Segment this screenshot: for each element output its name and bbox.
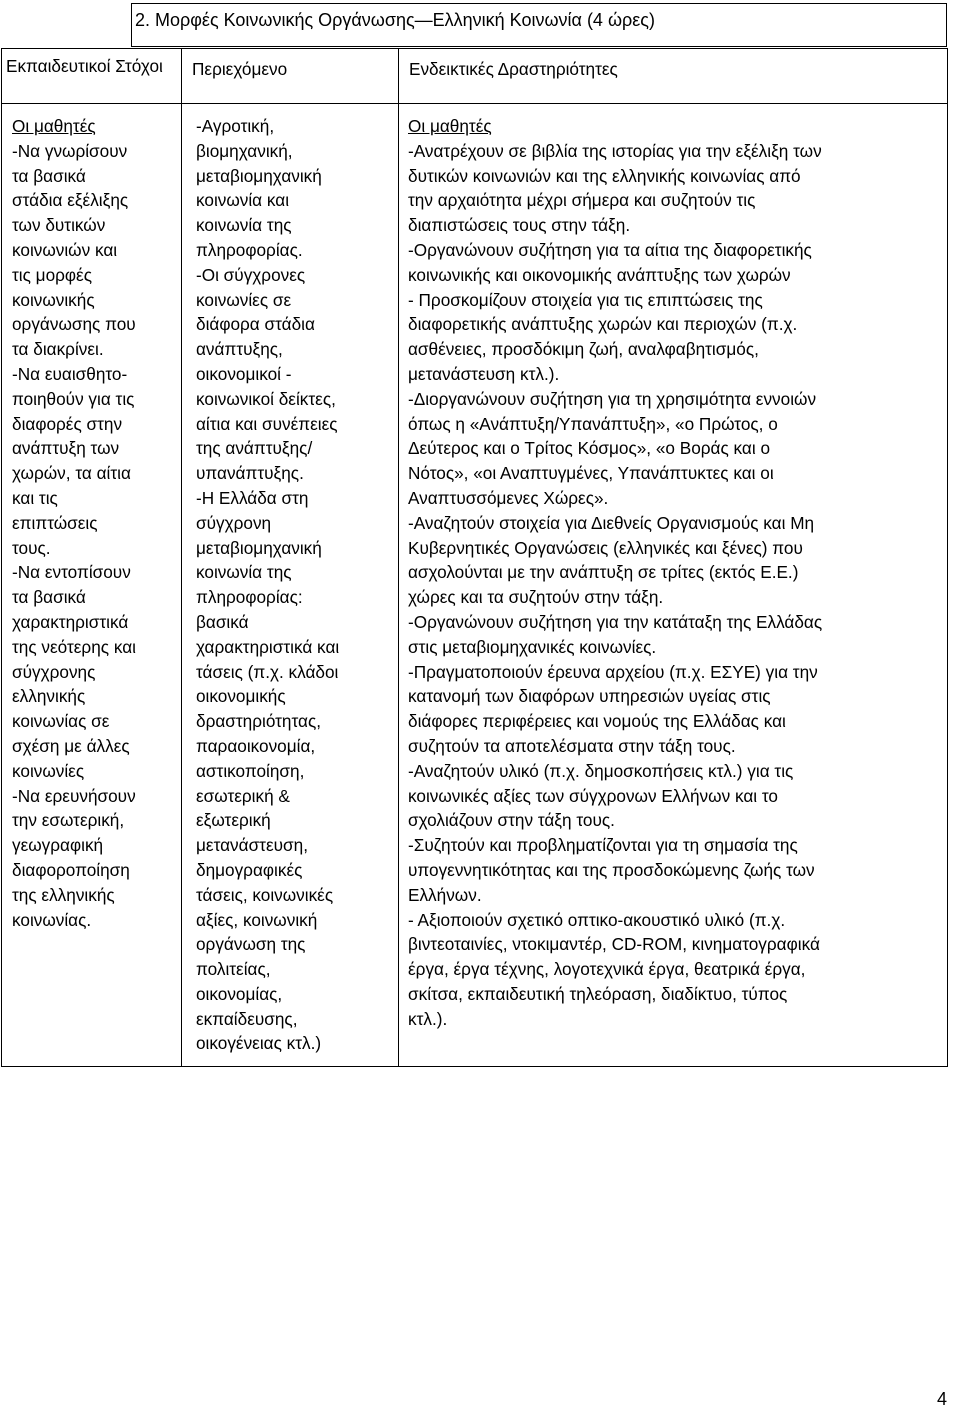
objectives-line: χαρακτηριστικά (12, 611, 129, 632)
content-line: δημογραφικές (196, 859, 303, 880)
activities-line: την αρχαιότητα μέχρι σήμερα και συζητούν τις (408, 190, 756, 211)
objectives-line: κοινωνίες (12, 760, 85, 781)
activities-line: - Αξιοποιούν σχετικό οπτικο-ακουστικό υλικό (π.χ. (408, 909, 786, 930)
content-line: παραοικονομία, (196, 735, 316, 756)
content-cell (182, 104, 399, 1067)
objectives-line: κοινωνίας σε (12, 711, 110, 732)
objectives-line: σχέση με άλλες (12, 735, 130, 756)
objectives-line: -Να γνωρίσουν (12, 140, 128, 161)
content-line: αίτια και συνέπειες (196, 413, 338, 434)
content-line: πληροφορίας: (196, 587, 303, 608)
content-line: κοινωνία της (196, 215, 292, 236)
content-line: αξίες, κοινωνική (196, 909, 318, 930)
activities-line: βιντεοταινίες, ντοκιμαντέρ, CD-ROM, κινηματογραφικά (408, 934, 820, 955)
objectives-line: επιπτώσεις (12, 512, 98, 533)
objectives-line: τις μορφές (12, 264, 92, 285)
content-line: κοινωνία της (196, 562, 292, 583)
content-line: δραστηριότητας, (196, 711, 322, 732)
activities-line: Αναπτυσσόμενες Χώρες». (408, 487, 609, 508)
activities-line: -Διοργανώνουν συζήτηση για τη χρησιμότητα εννοιών (408, 388, 817, 409)
activities-line: διαφορετικής ανάπτυξης χωρών και περιοχών (π.χ. (408, 314, 798, 335)
activities-line: συζητούν τα αποτελέσματα στην τάξη τους. (408, 735, 736, 756)
content-line: αστικοποίηση, (196, 760, 305, 781)
activities-line: κτλ.). (408, 1008, 448, 1029)
content-lines (196, 114, 396, 1056)
objectives-line: διαφοροποίηση (12, 859, 130, 880)
activities-line: -Οργανώνουν συζήτηση για τα αίτια της διαφορετικής (408, 239, 812, 260)
objectives-line: της ελληνικής (12, 884, 115, 905)
activities-line: -Οργανώνουν συζήτηση για την κατάταξη της Ελλάδας (408, 611, 823, 632)
activities-line: υπογεννητικότητας και της προσδοκώμενης ζωής των (408, 859, 815, 880)
content-line: βασικά (196, 611, 249, 632)
activities-line: κατανομή των διαφόρων υπηρεσιών υγείας στις (408, 686, 771, 707)
activities-line: διαπιστώσεις τους στην τάξη. (408, 215, 631, 236)
activities-lines (408, 139, 943, 1032)
activities-line: Κυβερνητικές Οργανώσεις (ελληνικές και ξένες) που (408, 537, 803, 558)
objectives-line: της νεότερης και (12, 636, 136, 657)
activities-line: σχολιάζουν στην τάξη τους. (408, 810, 615, 831)
objectives-line: γεωγραφική (12, 835, 104, 856)
objectives-line: στάδια εξέλιξης (12, 190, 129, 211)
content-line: εσωτερική & (196, 785, 290, 806)
content-line: ανάπτυξης, (196, 339, 283, 360)
activities-line: κοινωνικές αξίες των σύγχρονων Ελλήνων και το (408, 785, 778, 806)
page-number: 4 (937, 1389, 948, 1409)
content-line: της ανάπτυξης/ (196, 438, 313, 459)
content-line: υπανάπτυξης. (196, 463, 304, 484)
activities-line: ασχολούνται με την ανάπτυξη σε τρίτες (εκτός Ε.Ε.) (408, 562, 799, 583)
objectives-line: ελληνικής (12, 686, 86, 707)
content-line: πληροφορίας. (196, 239, 303, 260)
activities-line: ασθένειες, προσδόκιμη ζωή, αναλφαβητισμός, (408, 339, 759, 360)
content-line: κοινωνικοί δείκτες, (196, 388, 336, 409)
objectives-line: τα βασικά (12, 165, 86, 186)
content-line: πολιτείας, (196, 959, 271, 980)
header-objectives: Εκπαιδευτικοί Στόχοι (2, 49, 182, 104)
activities-line: Δεύτερος και ο Τρίτος Κόσμος», «ο Βοράς και ο (408, 438, 771, 459)
objectives-line: οργάνωσης που (12, 314, 136, 335)
activities-line: Ελλήνων. (408, 884, 482, 905)
objectives-line: τα διακρίνει. (12, 339, 104, 360)
activities-line: Νότος», «οι Αναπτυγμένες, Υπανάπτυκτες και οι (408, 463, 774, 484)
content-line: -Οι σύγχρονες (196, 264, 306, 285)
content-line: μεταβιομηχανική (196, 165, 322, 186)
objectives-line: ανάπτυξη των (12, 438, 120, 459)
objectives-line: την εσωτερική, (12, 810, 125, 831)
objectives-line: κοινωνικής (12, 289, 95, 310)
activities-cell (399, 104, 948, 1067)
table-row (2, 104, 948, 1067)
objectives-line: -Να ερευνήσουν (12, 785, 136, 806)
content-line: βιομηχανική, (196, 140, 293, 161)
content-line: τάσεις (π.χ. κλάδοι (196, 661, 339, 682)
content-line: εκπαίδευσης, (196, 1008, 298, 1029)
activities-line: - Προσκομίζουν στοιχεία για τις επιπτώσεις της (408, 289, 763, 310)
objectives-line: -Να εντοπίσουν (12, 562, 131, 583)
activities-line: -Πραγματοποιούν έρευνα αρχείου (π.χ. ΕΣΥΕ) για την (408, 661, 818, 682)
content-line: μεταβιομηχανική (196, 537, 322, 558)
content-line: μετανάστευση, (196, 835, 308, 856)
activities-line: μετανάστευση κτλ.). (408, 363, 560, 384)
header-content: Περιεχόμενο (182, 49, 399, 104)
content-line: τάσεις, κοινωνικές (196, 884, 334, 905)
content-line: σύγχρονη (196, 512, 272, 533)
objectives-line: των δυτικών (12, 215, 106, 236)
activities-line: -Αναζητούν υλικό (π.χ. δημοσκοπήσεις κτλ.) για τις (408, 760, 794, 781)
content-line: χαρακτηριστικά και (196, 636, 340, 657)
activities-line: διάφορες περιφέρειες και νομούς της Ελλάδας και (408, 711, 786, 732)
content-line: οικονομικής (196, 686, 286, 707)
objectives-intro: Οι μαθητές (12, 116, 96, 136)
activities-line: -Συζητούν και προβληματίζονται για τη σημασία της (408, 835, 798, 856)
content-line: οργάνωση της (196, 934, 306, 955)
objectives-line: -Να ευαισθητο- (12, 363, 128, 384)
objectives-line: σύγχρονης (12, 661, 96, 682)
content-line: οικονομικοί - (196, 363, 292, 384)
content-line: διάφορα στάδια (196, 314, 315, 335)
activities-line: έργα, έργα τέχνης, λογοτεχνικά έργα, θεατρικά έργα, (408, 959, 806, 980)
curriculum-table (1, 48, 948, 1067)
activities-line: -Αναζητούν στοιχεία για Διεθνείς Οργανισμούς και Μη (408, 512, 815, 533)
activities-line: -Ανατρέχουν σε βιβλία της ιστορίας για την εξέλιξη των (408, 140, 822, 161)
content-line: κοινωνία και (196, 190, 290, 211)
objectives-cell (2, 104, 182, 1067)
content-line: -Η Ελλάδα στη (196, 487, 309, 508)
table-header-row (2, 49, 948, 104)
activities-line: δυτικών κοινωνιών και της ελληνικής κοινωνίας από (408, 165, 801, 186)
content-line: εξωτερική (196, 810, 271, 831)
content-line: κοινωνίες σε (196, 289, 292, 310)
page-title: 2. Μορφές Κοινωνικής Οργάνωσης—Ελληνική Κοινωνία (4 ώρες) (131, 3, 947, 47)
activities-line: σκίτσα, εκπαιδευτική τηλεόραση, διαδίκτυο, τύπος (408, 983, 788, 1004)
activities-line: όπως η «Ανάπτυξη/Υπανάπτυξη», «ο Πρώτος, ο (408, 413, 778, 434)
objectives-line: και τις (12, 487, 58, 508)
content-line: οικογένειας κτλ.) (196, 1033, 322, 1054)
activities-intro: Οι μαθητές (408, 116, 492, 136)
objectives-lines (12, 139, 179, 933)
activities-line: κοινωνικής και οικονομικής ανάπτυξης των χωρών (408, 264, 791, 285)
objectives-line: τα βασικά (12, 587, 86, 608)
objectives-line: τους. (12, 537, 51, 558)
objectives-line: διαφορές στην (12, 413, 123, 434)
header-activities: Ενδεικτικές Δραστηριότητες (399, 49, 948, 104)
objectives-line: χωρών, τα αίτια (12, 463, 131, 484)
content-line: οικονομίας, (196, 983, 283, 1004)
content-line: -Αγροτική, (196, 116, 275, 136)
activities-line: χώρες και τα συζητούν στην τάξη. (408, 587, 664, 608)
objectives-line: κοινωνιών και (12, 239, 118, 260)
objectives-line: κοινωνίας. (12, 909, 92, 930)
objectives-line: ποιηθούν για τις (12, 388, 135, 409)
activities-line: στις μεταβιομηχανικές κοινωνίες. (408, 636, 657, 657)
